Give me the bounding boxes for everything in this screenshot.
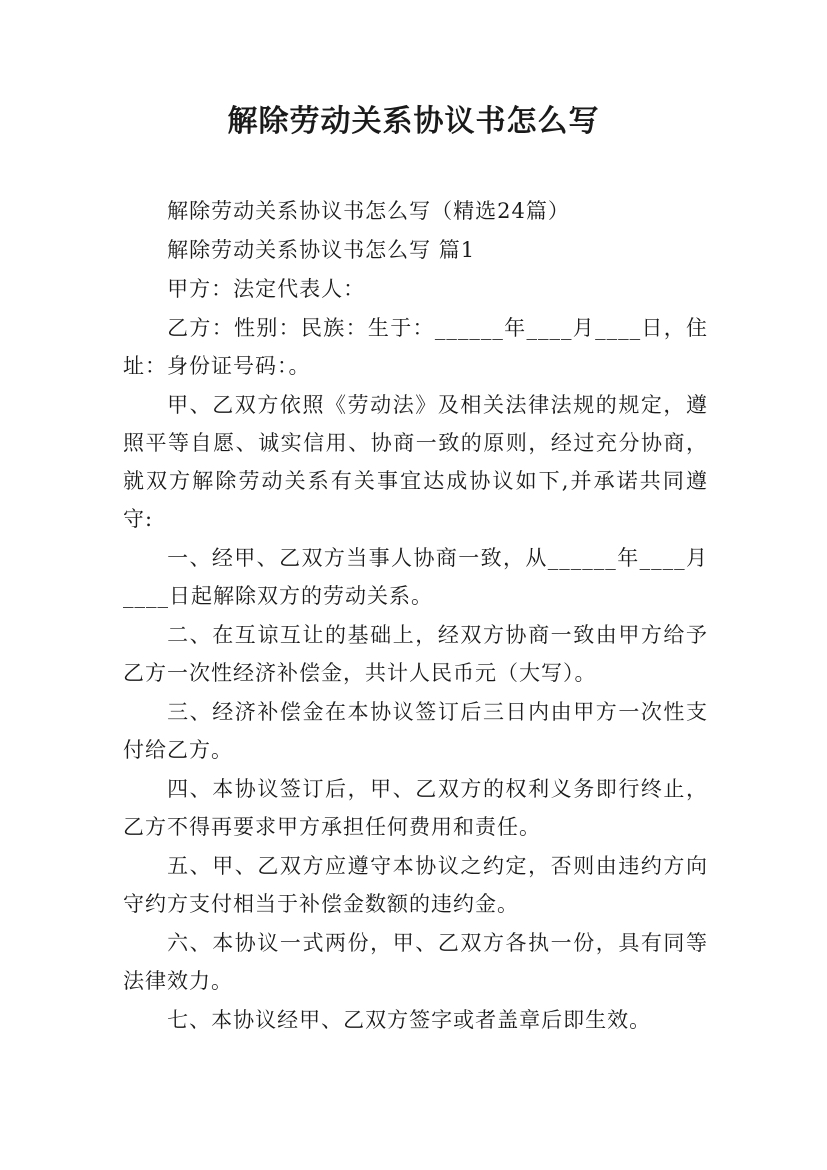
- paragraph-clause-7: 七、本协议经甲、乙双方签字或者盖章后即生效。: [167, 1008, 652, 1032]
- paragraph-clause-4: 四、本协议签订后，甲、乙双方的权利义务即行终止，乙方不得再要求甲方承担任何费用和责任。: [123, 777, 708, 839]
- paragraph-party-a: 甲方：法定代表人：: [167, 277, 366, 301]
- paragraph-clause-1: 一、经甲、乙双方当事人协商一致，从______年____月____日起解除双方的劳动关系。: [123, 546, 708, 608]
- paragraph-clause-6: 六、本协议一式两份，甲、乙双方各执一份，具有同等法律效力。: [123, 931, 708, 993]
- paragraph-clause-3: 三、经济补偿金在本协议签订后三日内由甲方一次性支付给乙方。: [123, 700, 708, 762]
- paragraph-party-b: 乙方：性别：民族：生于：______年____月____日，住址：身份证号码：。: [123, 316, 708, 378]
- document-title: 解除劳动关系协议书怎么写: [227, 104, 600, 139]
- paragraph-clause-2: 二、在互谅互让的基础上，经双方协商一致由甲方给予乙方一次性经济补偿金，共计人民币元（大写）。: [123, 623, 708, 685]
- paragraph-section-heading: 解除劳动关系协议书怎么写 篇1: [167, 238, 476, 262]
- document-body: [123, 192, 708, 1040]
- paragraph-subtitle: 解除劳动关系协议书怎么写（精选24篇）: [167, 199, 570, 223]
- paragraph-preamble: 甲、乙双方依照《劳动法》及相关法律法规的规定，遵照平等自愿、诚实信用、协商一致的原则，经过充分协商，就双方解除劳动关系有关事宜达成协议如下,并承诺共同遵守:: [123, 393, 708, 531]
- paragraph-clause-5: 五、甲、乙双方应遵守本协议之约定，否则由违约方向守约方支付相当于补偿金数额的违约金。: [123, 854, 708, 916]
